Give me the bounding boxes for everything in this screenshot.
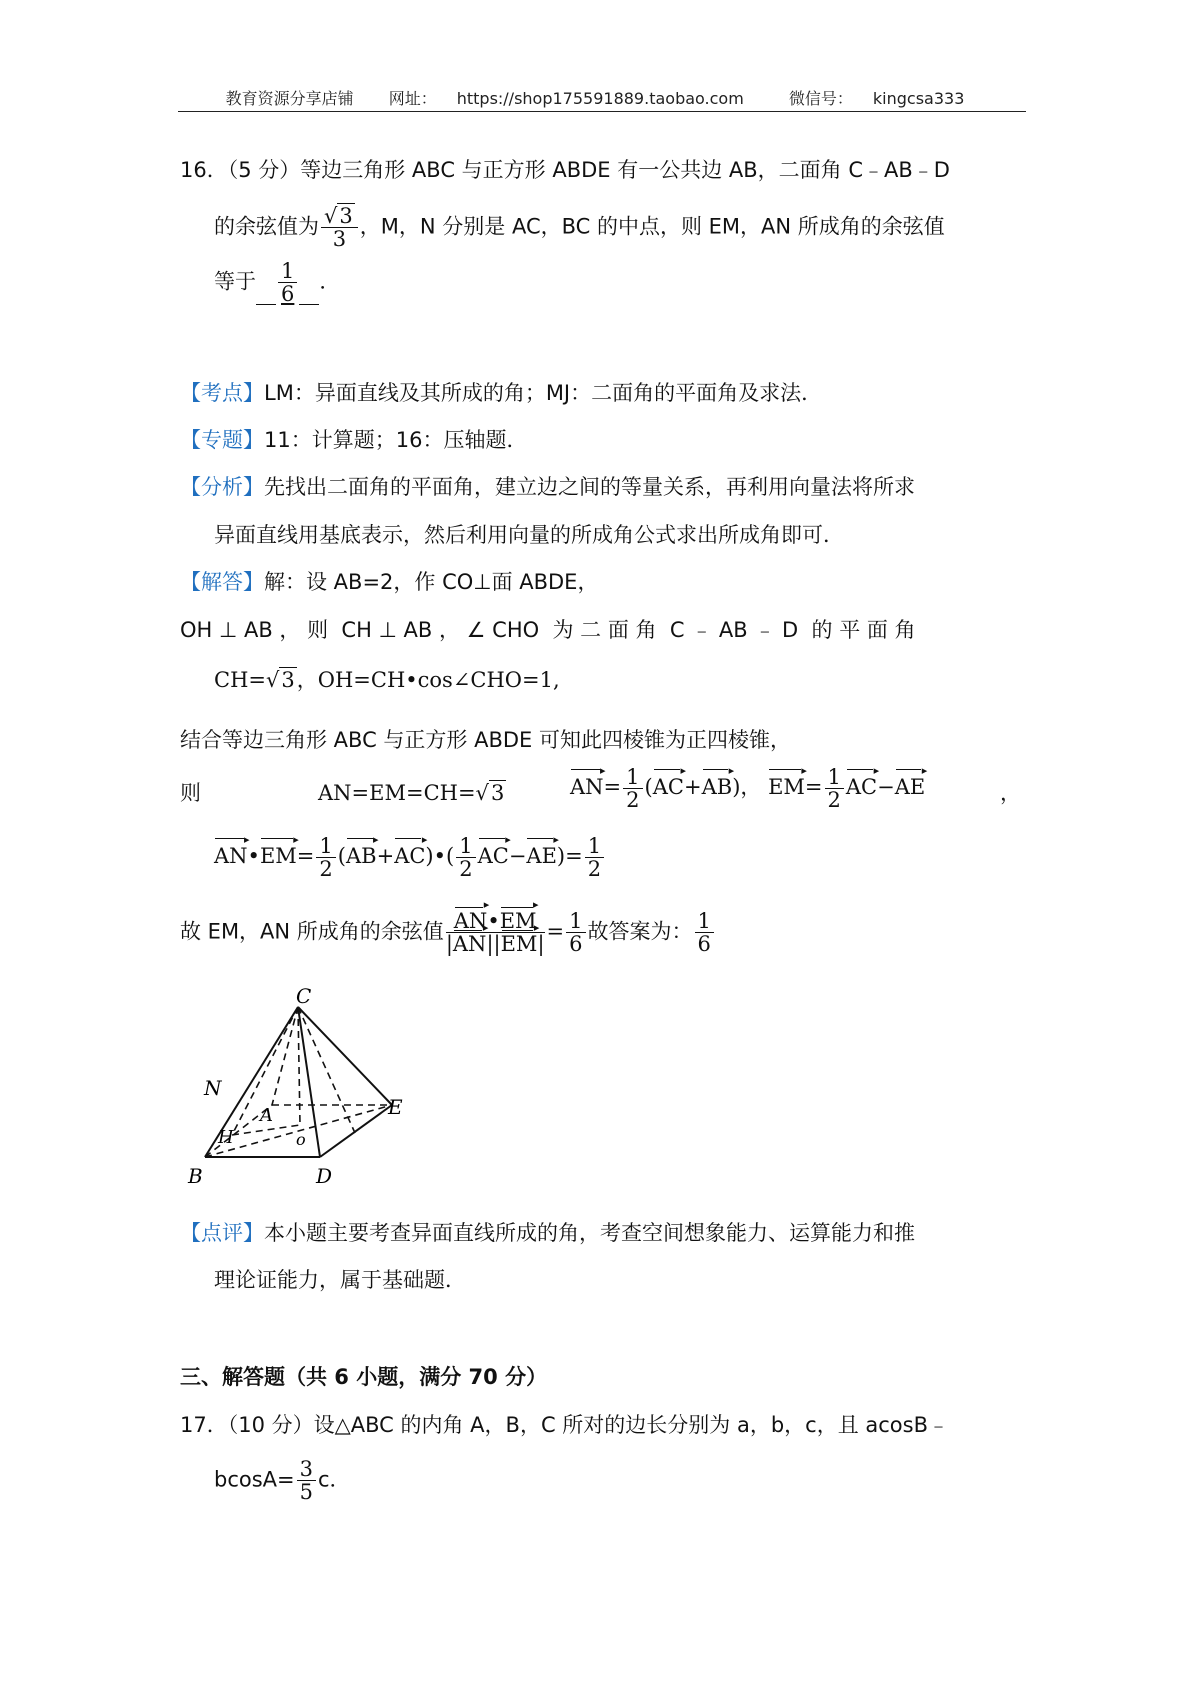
label-E: E bbox=[388, 1095, 403, 1119]
label-D: D bbox=[316, 1164, 333, 1188]
shop-url[interactable]: https://shop175591889.taobao.com bbox=[456, 89, 744, 108]
q17-line2: bcosA= $\frac{3}{5}$ c． bbox=[214, 1457, 351, 1504]
label-B: B bbox=[188, 1164, 203, 1188]
dianping-line1: 【点评】本小题主要考查异面直线所成的角，考查空间想象能力、运算能力和推 bbox=[180, 1221, 915, 1245]
dianping-tag: 【点评】 bbox=[180, 1221, 264, 1245]
edge-CE bbox=[298, 1007, 392, 1105]
ch-formula: CH=√3，OH=CH•cos∠CHO=1, bbox=[214, 668, 560, 692]
q16-line3: 等于 $\frac{1}{6}$ ． bbox=[214, 259, 341, 306]
q16-line1: 16．（5 分）等边三角形 ABC 与正方形 ABDE 有一公共边 AB，二面角 C﹣AB﹣D bbox=[180, 158, 950, 182]
answer-fraction: $\frac{1}{6}$ bbox=[278, 260, 297, 305]
label-N: N bbox=[204, 1076, 222, 1100]
wechat-id: kingcsa333 bbox=[872, 89, 965, 108]
conclusion-line: 故 EM，AN 所成角的余弦值 $\frac{AN ▸•EM ▸}{|AN ▸||EM ▸|}$ = $\frac{1}{6}$ 故答案为： $\frac{1}{6}$ bbox=[180, 910, 716, 955]
label-O: o bbox=[296, 1130, 306, 1149]
trailing-comma: ， bbox=[1000, 781, 1021, 805]
kaodian-tag: 【考点】 bbox=[180, 381, 264, 405]
pyramid-figure bbox=[180, 985, 420, 1190]
zhuanti-tag: 【专题】 bbox=[180, 428, 264, 452]
fenxi-line1: 【分析】先找出二面角的平面角，建立边之间的等量关系，再利用向量法将所求 bbox=[180, 475, 915, 499]
fenxi-line2: 异面直线用基底表示，然后利用向量的所成角公式求出所成角即可． bbox=[214, 523, 844, 547]
label-H: H bbox=[218, 1127, 234, 1148]
jieda-line4: 结合等边三角形 ABC 与正方形 ABDE 可知此四棱锥为正四棱锥， bbox=[180, 728, 791, 752]
zhuanti-line: 【专题】11：计算题；16：压轴题． bbox=[180, 428, 528, 452]
cos-fraction: $\frac{√3}{3}$ bbox=[321, 205, 358, 250]
kaodian-line: 【考点】LM：异面直线及其所成的角；MJ：二面角的平面角及求法． bbox=[180, 381, 823, 405]
dot-product-formula: AN ▸•EM ▸= $\frac{1}{2}$ (AB ▸+AC ▸)•( $\frac{1}{2}$ AC ▸−AE ▸)= $\frac{1}{2}$ bbox=[214, 835, 606, 880]
equal-lengths: AN=EM=CH=√3 bbox=[318, 781, 505, 805]
label-C: C bbox=[296, 985, 312, 1008]
page-header bbox=[0, 86, 1200, 109]
label-A: A bbox=[260, 1105, 273, 1126]
section3-title: 三、解答题（共 6 小题，满分 70 分） bbox=[180, 1365, 548, 1389]
shop-name: 教育资源分享店铺 bbox=[225, 89, 354, 108]
an-vector-formula: AN ▸= $\frac{1}{2}$ (AC ▸+AB ▸)， EM ▸= $\frac{1}{2}$ AC ▸−AE ▸ bbox=[570, 766, 925, 811]
ze-word: 则 bbox=[180, 781, 201, 805]
header-divider bbox=[178, 111, 1026, 112]
q17-line1: 17．（10 分）设△ABC 的内角 A，B，C 所对的边长分别为 a，b，c，且 acosB﹣ bbox=[180, 1413, 949, 1437]
q16-line2: 的余弦值为 $\frac{√3}{3}$ ，M，N 分别是 AC，BC 的中点，则 EM，AN 所成角的余弦值 bbox=[214, 204, 945, 251]
url-label: 网址： bbox=[388, 89, 437, 108]
jieda-line1: 【解答】解：设 AB=2，作 CO⊥面 ABDE， bbox=[180, 570, 599, 594]
wechat-label: 微信号： bbox=[788, 89, 853, 108]
edge-CA bbox=[272, 1007, 298, 1105]
edge-DE bbox=[320, 1105, 392, 1157]
fenxi-tag: 【分析】 bbox=[180, 475, 264, 499]
jieda-tag: 【解答】 bbox=[180, 570, 264, 594]
jieda-line2: OH ⊥ AB ， 则 CH ⊥ AB ， ∠ CHO 为 二 面 角 C ﹣ AB ﹣ D 的 平 面 角 bbox=[180, 618, 916, 642]
dianping-line2: 理论证能力，属于基础题． bbox=[214, 1268, 466, 1292]
